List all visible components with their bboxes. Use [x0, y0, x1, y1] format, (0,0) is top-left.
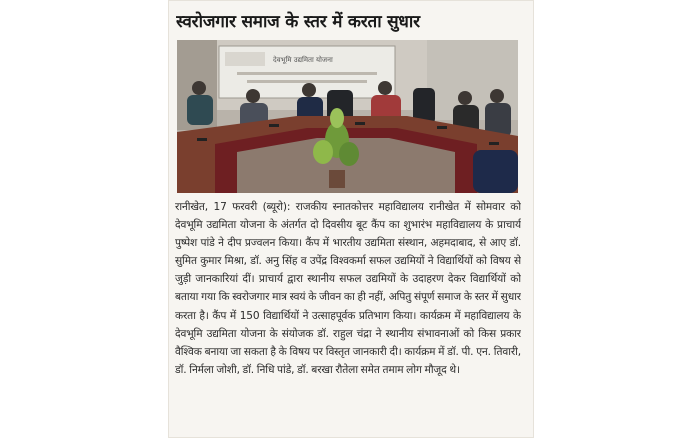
news-photo: [177, 40, 518, 193]
headline: स्वरोजगार समाज के स्तर में करता सुधार: [176, 12, 420, 32]
dateline: रानीखेत, 17 फरवरी (ब्यूरो):: [175, 201, 291, 213]
photo-image: [177, 40, 518, 193]
banner-text: देवभूमि उद्यमिता योजना: [273, 56, 333, 64]
article-text: राजकीय स्नातकोत्तर महाविद्यालय रानीखेत में सोमवार को देवभूमि उद्यमिता योजना के अंतर्गत दो दिवसीय बूट कैंप का शुभारंभ महाविद्यालय के प्राचार्य पुष्पेश पांडे ने दीप प्रज्वलन किया। कैंप में भारतीय उद्यमिता संस्थान, अहमदाबाद, से आए डॉ. सुमित कुमार मिश्रा, डॉ. अनु सिंह व उपेंद्र विश्वकर्मा सफल उद्यमियों ने विद्यार्थियों को विषय से जुड़ी जानकारियां दीं। प्राचार्य द्वारा स्थानीय सफल उद्यमियों के उदाहरण देकर विद्यार्थियों को बताया गया कि स्वरोजगार मात्र स्वयं के जीवन का ही नहीं, अपितु संपूर्ण समाज के स्तर में सुधार करता है। कैंप में 150 विद्यार्थियों ने उत्साहपूर्वक प्रतिभाग किया। कार्यक्रम में महाविद्यालय के देवभूमि उद्यमिता योजना के संयोजक डॉ. राहुल चंद्रा ने स्थानीय संभावनाओं को किस प्रकार वैश्विक बनाया जा सकता है के विषय पर विस्तृत जानकारी दी। कार्यक्रम में डॉ. पी. एन. तिवारी, डॉ. निर्मला जोशी, डॉ. निधि पांडे, डॉ. बरखा रौतेला समेत तमाम लोग मौजूद थे।: [175, 201, 521, 376]
article-body: [175, 198, 521, 432]
